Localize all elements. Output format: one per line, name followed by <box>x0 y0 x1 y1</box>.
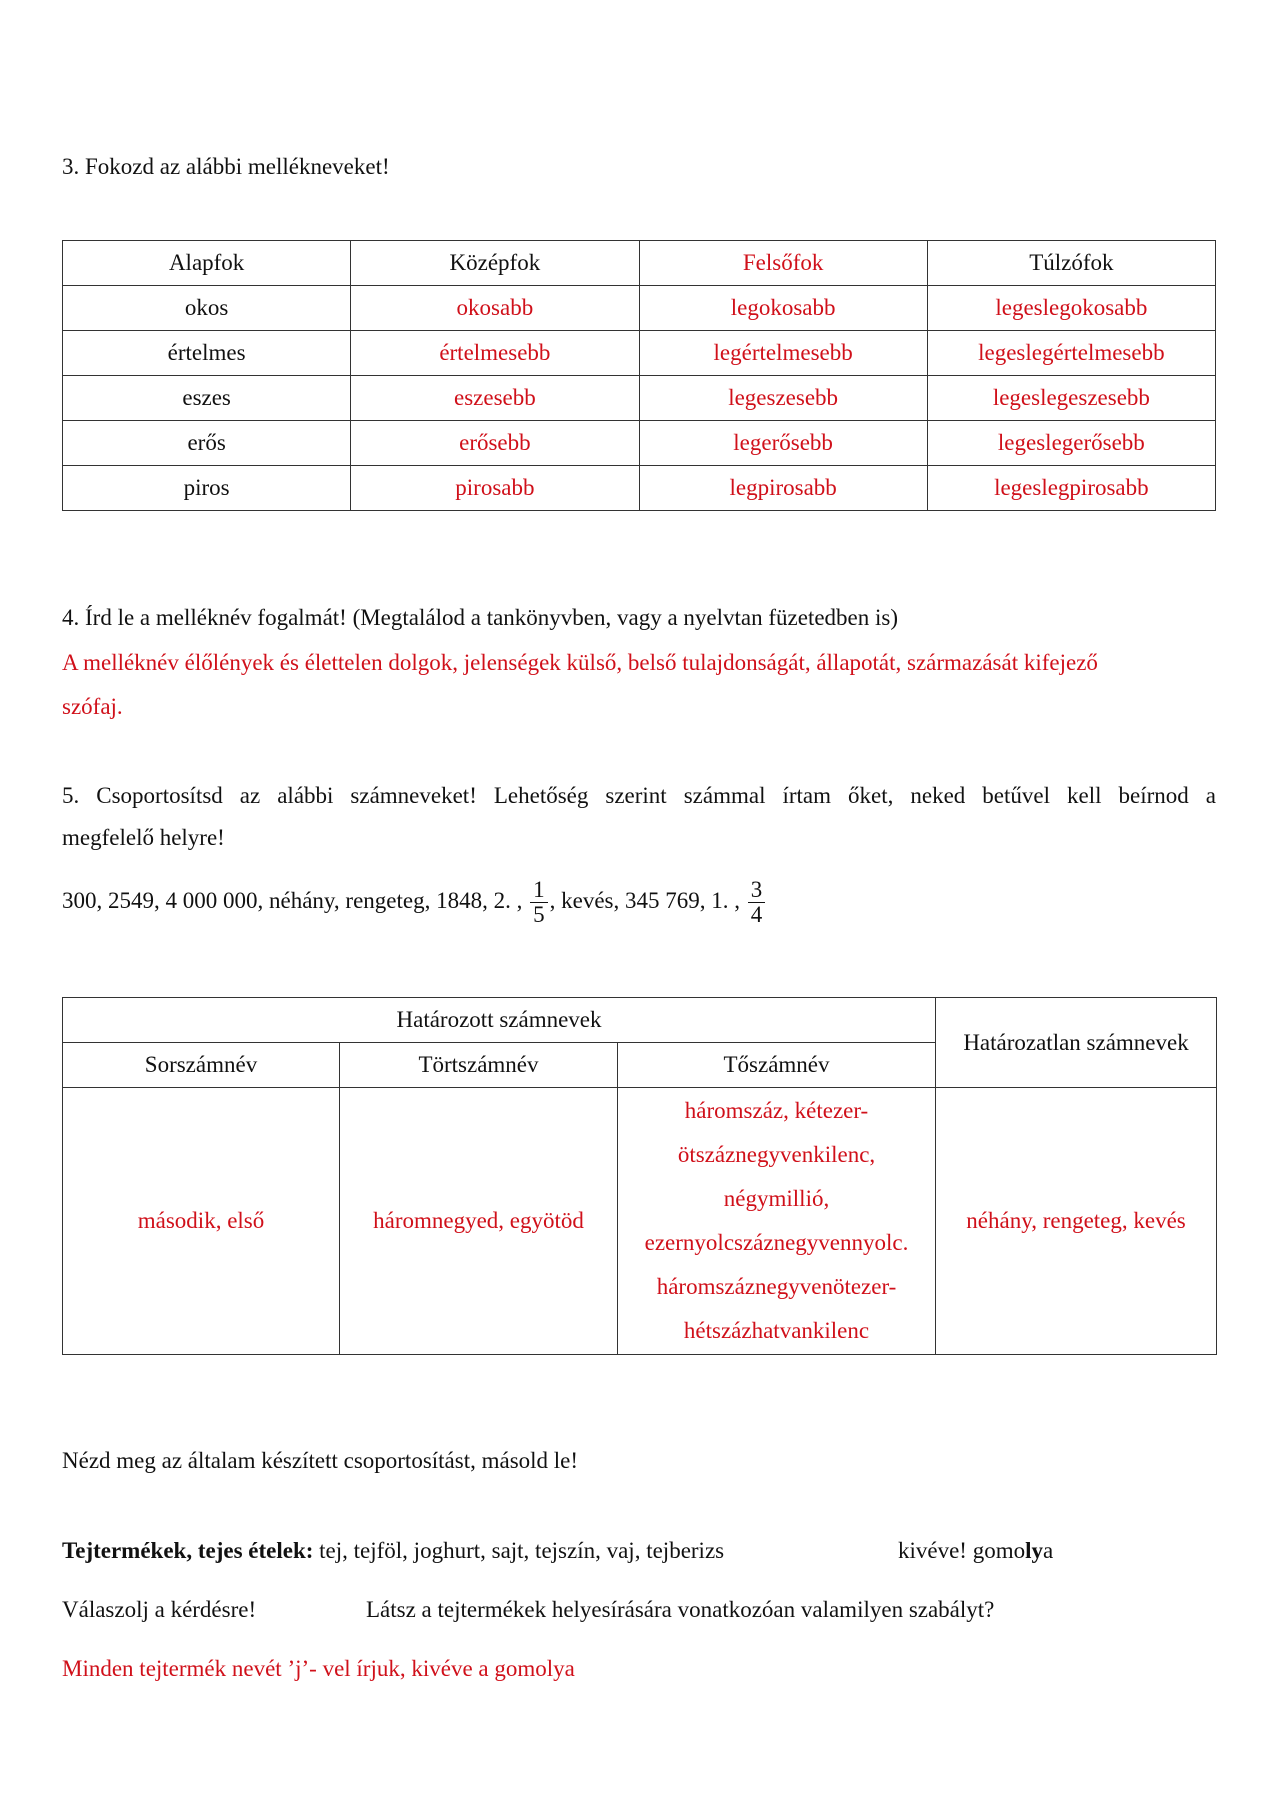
superlative-answer: legpirosabb <box>639 466 927 511</box>
number-list-part1: 300, 2549, 4 000 000, néhány, rengeteg, 1848, 2. , <box>62 888 523 913</box>
numeral-table <box>62 997 1217 1355</box>
comparative-answer: értelmesebb <box>351 331 639 376</box>
ordinal-answer: második, első <box>63 1088 340 1355</box>
header-sorszamnev: Sorszámnév <box>63 1043 340 1088</box>
number-list <box>62 873 767 929</box>
excessive-answer: legeslegeszesebb <box>927 376 1215 421</box>
table-row <box>63 466 1216 511</box>
number-list-part2: , kevés, 345 769, 1. , <box>549 888 740 913</box>
task5-title-line1: 5. Csoportosítsd az alábbi számneveket! Lehetőség szerint számmal írtam őket, neked betűvel kell beírnod a <box>62 783 1216 808</box>
comparative-answer: okosabb <box>351 286 639 331</box>
category-items: tej, tejföl, joghurt, sajt, tejszín, vaj, tejberizs <box>319 1538 725 1563</box>
table-header-row <box>63 998 1217 1043</box>
superlative-answer: legerősebb <box>639 421 927 466</box>
category-label: Tejtermékek, tejes ételek: <box>62 1538 314 1563</box>
indefinite-answer: néhány, rengeteg, kevés <box>936 1088 1217 1355</box>
table-row <box>63 421 1216 466</box>
task4-answer-line2: szófaj. <box>62 694 123 719</box>
comparative-answer: eszesebb <box>351 376 639 421</box>
header-toszamnev: Tőszámnév <box>618 1043 936 1088</box>
superlative-answer: legértelmesebb <box>639 331 927 376</box>
task4-answer-line1: A melléknév élőlények és élettelen dolgok, jelenségek külső, belső tulajdonságát, állapotát, származását kifejező <box>62 650 1098 675</box>
excessive-answer: legeslegértelmesebb <box>927 331 1215 376</box>
fraction-three-quarters: $\frac{3}{4}$ <box>748 878 766 927</box>
table-row <box>63 1088 1217 1355</box>
question-label: Válaszolj a kérdésre! <box>62 1597 257 1622</box>
base-form: piros <box>63 466 351 511</box>
base-form: eszes <box>63 376 351 421</box>
copy-instruction: Nézd meg az általam készített csoportosítást, másold le! <box>62 1448 579 1473</box>
header-tortszamnev: Törtszámnév <box>340 1043 618 1088</box>
superlative-answer: legokosabb <box>639 286 927 331</box>
table-row <box>63 376 1216 421</box>
excessive-answer: legeslegokosabb <box>927 286 1215 331</box>
comparative-answer: erősebb <box>351 421 639 466</box>
task5-title-line2: megfelelő helyre! <box>62 825 225 850</box>
table-row <box>63 286 1216 331</box>
excessive-answer: legeslegpirosabb <box>927 466 1215 511</box>
question-answer: Minden tejtermék nevét ’j’- vel írjuk, kivéve a gomolya <box>62 1656 575 1681</box>
dairy-category-line <box>62 1536 724 1566</box>
task4-title: 4. Írd le a melléknév fogalmát! (Megtalálod a tankönyvben, vagy a nyelvtan füzetedben is) <box>62 605 898 630</box>
header-tulzofok: Túlzófok <box>927 241 1215 286</box>
fraction-answer: háromnegyed, egyötöd <box>340 1088 618 1355</box>
excessive-answer: legeslegerősebb <box>927 421 1215 466</box>
header-definite-numerals: Határozott számnevek <box>63 998 936 1043</box>
cardinal-answer: háromszáz, kétezer- ötszáznegyvenkilenc, négymillió, ezernyolcszáznegyvennyolc. háromszáznegyvenötezer- hétszázhatvankilenc <box>618 1088 936 1355</box>
base-form: okos <box>63 286 351 331</box>
question-text: Látsz a tejtermékek helyesírására vonatkozóan valamilyen szabályt? <box>366 1597 995 1622</box>
base-form: értelmes <box>63 331 351 376</box>
task3-title: 3. Fokozd az alábbi mellékneveket! <box>62 154 390 179</box>
exception-note: kivéve! gomolya <box>898 1538 1054 1563</box>
table-row <box>63 331 1216 376</box>
comparative-answer: pirosabb <box>351 466 639 511</box>
header-indefinite-numerals: Határozatlan számnevek <box>936 998 1217 1088</box>
header-kozepfok: Középfok <box>351 241 639 286</box>
comparison-table <box>62 240 1216 511</box>
superlative-answer: legeszesebb <box>639 376 927 421</box>
base-form: erős <box>63 421 351 466</box>
table-header-row <box>63 241 1216 286</box>
header-alapfok: Alapfok <box>63 241 351 286</box>
fraction-one-fifth: $\frac{1}{5}$ <box>530 878 548 927</box>
header-felsofok: Felsőfok <box>639 241 927 286</box>
